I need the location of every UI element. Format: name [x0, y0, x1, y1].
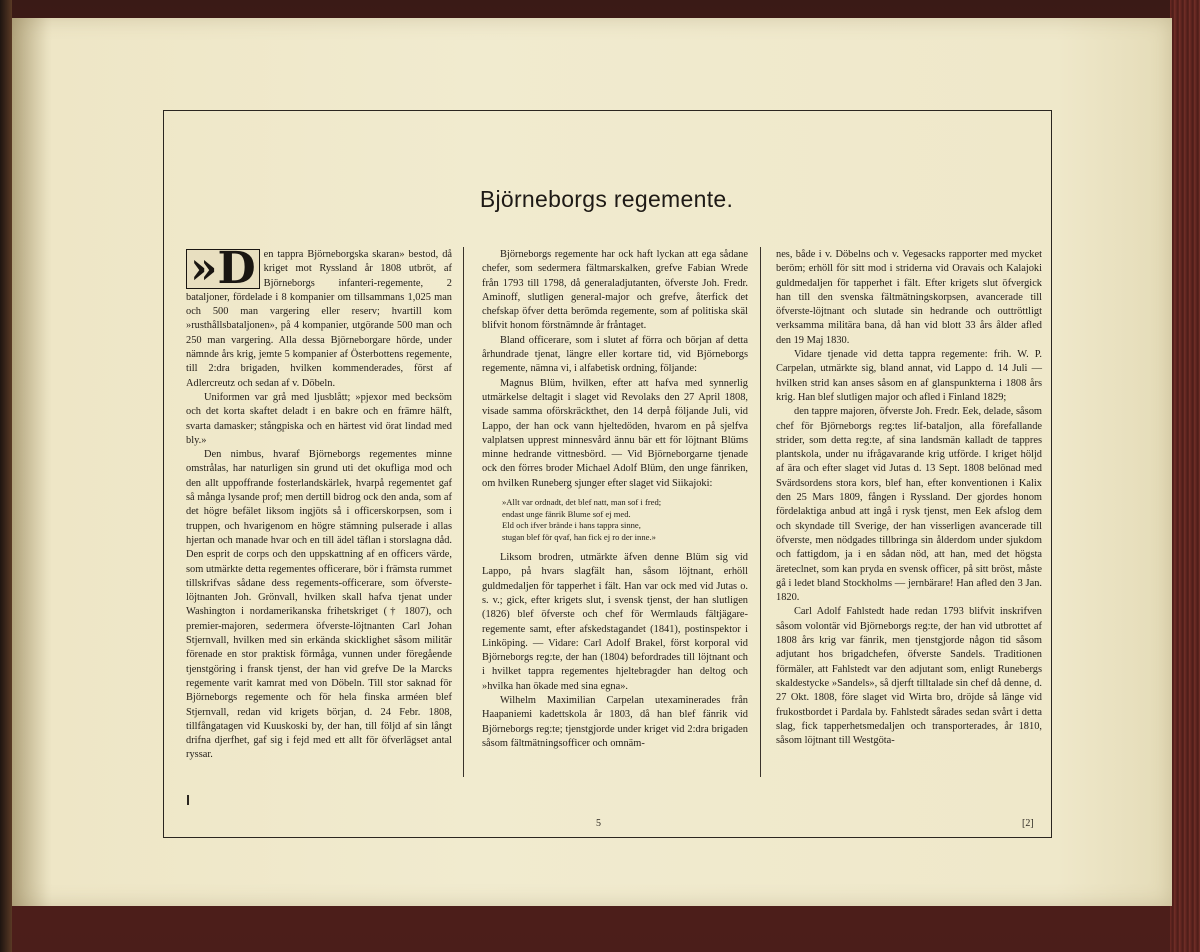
- poem-line: stugan blef för qvaf, han fick ej ro der inne.»: [502, 531, 656, 542]
- column-rule: [463, 247, 464, 777]
- paragraph: Bland officerare, som i slutet af förra och början af detta århundrade tjenat, längre eller kortare tid, vid Björneborgs regemente, nämna vi, i alfabetisk ordning, följande:: [482, 334, 748, 375]
- paragraph-text: en tappra Björneborgska skaran» bestod, då kriget mot Ryssland år 1808 utbröt, af Björneborgs infanteri-regemente, 2 bataljoner, fördelade i 8 kompanier om tillsammans 1,025 man och 500 man vargering eller reserv; hvartill kom »rusthållsbataljonen», på 4 kompanier, utgörande 500 man och 250 man vargering. Alla dessa Björneborgare hörde, under nämnde års krig, jemte 5 kompanier af Österbottens regemente, till 2:dra brigaden, hvilken kommenderades, först af Adlercreutz och sedan af v. Döbeln.: [186, 249, 452, 389]
- paragraph: Uniformen var grå med ljusblått; »pjexor med becksöm och det korta skaftet deladt i en bakre och en främre hälft, svarta damasker; stångpiska och en härtest vid örat lindad med bly.»: [186, 391, 452, 446]
- book-spine: [0, 0, 12, 952]
- poem-line: endast unge fänrik Blume sof ej med.: [502, 508, 631, 519]
- paragraph: Vidare tjenade vid detta tappra regemente: frih. W. P. Carpelan, utmärkte sig, bland annat, vid Lappo d. 14 Juli — hvilken strid kan anses såsom en af glanspunkterna i 1808 års krig. Han blef slutligen major och afled i Finland 1829;: [776, 349, 1042, 403]
- paragraph: den tappre majoren, öfverste Joh. Fredr. Eek, delade, såsom chef för Björneborgs reg:tes lif-bataljon, alla förefallande strider, som detta reg:te, af sina landsmän kalladt de tappres plantskola, under nu ifrågavarande krig utförde. I kriget höljd af ära och efter slaget vid Jutas d. 13 Sept. 1808 belönad med Svärdsordens stora kors, blef han, efter konventionen i Kalix den 25 Mars 1809, fången i Ryssland. Der gjordes honom fördelaktiga anbud att ingå i rysk tjenst, men Eek afslog dem och skyndade till Sverige, der han visserligen avancerade till öfverste, men nödgades tillbringa sin ålderdom under sjukdom och fattigdom, ja i en sådan nöd, att han, med det högsta äreteclnet, som kan pryda en svensk officer, på sitt bröst, måste gå i ledet bland Stockholms — jernbärare! Han afled den 3 Jan. 1820.: [776, 406, 1042, 604]
- text-column-3: [776, 248, 1042, 748]
- poem-quote: [502, 497, 748, 543]
- poem-line: Eld och ifver brände i hans tappra sinne,: [502, 520, 641, 531]
- paragraph: [186, 243, 452, 391]
- paragraph: Björneborgs regemente har ock haft lyckan att ega sådane chefer, som sedermera fältmarskalken, grefve Fabian Wrede från 1793 till 1798, då generaladjutanten, öfverste Joh. Fredr. Aminoff, slutligen general-major och grefve, återfick det chefskap öfver detta berömda regemente, som af politiska skäl blifvit honom förstnämnde år fråntaget.: [482, 249, 748, 332]
- drop-cap: »D: [186, 249, 260, 289]
- paragraph: Den nimbus, hvaraf Björneborgs regementes minne omstrålas, har naturligen sin grund uti det okufliga mod och den allt uppoffrande fosterlandskärlek, hvarpå regementet gaf så många lysande prof; men dertill bidrog ock den anda, som af det högre befälet liksom ingjöts så i officerskorpsen, som i truppen, och hvarigenom en högre stämning pulserade i allas hjertan och manade hvar och en till ädel täflan i storslagna dåd. Den esprit de corps och den uppskattning af en officers värde, som utmärkte detta regementes officerare, bör i främsta rummet tillskrifvas sådane dess regements-officerare, som öfverste-löjtnanten Joh. Grönvall, hvilken skall hafva tjenat under Washington i nordamerikanska frihetskriget († 1807), och premier-majoren, sedermera öfverste-löjtnanten Carl Johan Stjernvall, hvilken med sin erkända skicklighet såsom militär förenade en stor praktisk förmåga, vunnen under föregående tjenstgöring i fransk tjenst, der han vid grefve De la Marcks regemente varit kamrat med von Döbeln. Till stor saknad för Björneborgs regemente och för hela finska arméen blef Stjernvall, redan vid krigets början, d. 24 Febr. 1808, tillfångatagen vid Kuuskoski by, der han, till följd af sin långt drifna djerfhet, gaf sig i fejd med ett allt för öfverlägset antal ryssar.: [186, 449, 452, 761]
- paragraph: Magnus Blüm, hvilken, efter att hafva med synnerlig utmärkelse deltagit i slaget vid Revolaks den 27 April 1808, visade samma oförskräckthet, den 14 derpå följande Juli, vid Lappo, der han ock vann hjeltedöden, hvarom en på sjelfva valplatsen upprest minnesvård ännu bär ett för löjtnant Blüms minne hedrande vittnesbörd. — Vid Björneborgarne tjenade ock den förres broder Michael Adolf Blüm, den unge fänriken, om hvilken Runeberg sjunger efter slaget vid Siikajoki:: [482, 377, 748, 489]
- cover-edge: [1170, 0, 1200, 952]
- column-rule: [760, 247, 761, 777]
- page-gutter-shadow: [12, 18, 52, 906]
- paragraph: nes, både i v. Döbelns och v. Vegesacks rapporter med mycket beröm; erhöll för sitt mod i striderna vid Oravais och Kalajoki guldmedaljen för tapperhet i fält. Efter krigets slut öfvergick han till den svenska fältmätningskorpsen, avancerade till öfverste-löjtnant och slutade sin hedrande och outtröttligt verksamma militära bana, då han vid blott 33 års ålder afled den 19 Maj 1830.: [776, 249, 1042, 346]
- text-column-2: [482, 248, 748, 751]
- poem-line: »Allt var ordnadt, det blef natt, man sof i fred;: [502, 497, 662, 508]
- page-title: Björneborgs regemente.: [479, 186, 734, 212]
- paragraph: Wilhelm Maximilian Carpelan utexaminerades från Haapaniemi kadettskola år 1803, då han blef fänrik vid Björneborgs reg:te; tjenstgjorde under kriget vid 2:dra brigaden såsom fältmätningsofficer och omnäm-: [482, 695, 748, 749]
- paragraph: Liksom brodren, utmärkte äfven denne Blüm sig vid Lappo, på hvars slagfält han, såsom löjtnant, erhöll guldmedaljen för tapperhet i fält. Han var ock med vid Jutas o. s. v.; gick, efter krigets slut, i svensk tjenst, der han slutligen (1826) blef öfverste och chef för Wermlauds fältjägare-regemente samt, efter afskedstagandet (1841), postinspektor i Linköping. — Vidare: Carl Adolf Brakel, först korporal vid Björneborgs reg:te, der han (1804) befordrades till löjtnant och i hvilket tappra regementes hjeltebragder han deltog och »hvilka han ökade med sina egna».: [482, 552, 748, 692]
- page-number: 5: [596, 818, 601, 829]
- text-column-1: [186, 243, 452, 763]
- paragraph: Carl Adolf Fahlstedt hade redan 1793 blifvit inskrifven såsom volontär vid Björneborgs reg:te, der han vid utbrottet af 1808 års krig var fänrik, men tjenstgjorde någon tid såsom adjutant hos brigadchefen, öfverste Sandels. Traditionen förmäler, att Fahlstedt var den adjutant som, enligt Runebergs skaldestycke »Sandels», så djerft tilltalade sin chef då denne, d. 27 Okt. 1808, före slaget vid Wirta bro, dröjde så länge vid frukostbordet i Pardala by. Fahlstedt sårades sedan svårt i detta slag, fick tapperhetsmedaljen och transporterades, år 1810, såsom löjtnant till Westgöta-: [776, 606, 1042, 747]
- signature-mark: [2]: [1022, 818, 1034, 829]
- ink-speck: [187, 795, 189, 805]
